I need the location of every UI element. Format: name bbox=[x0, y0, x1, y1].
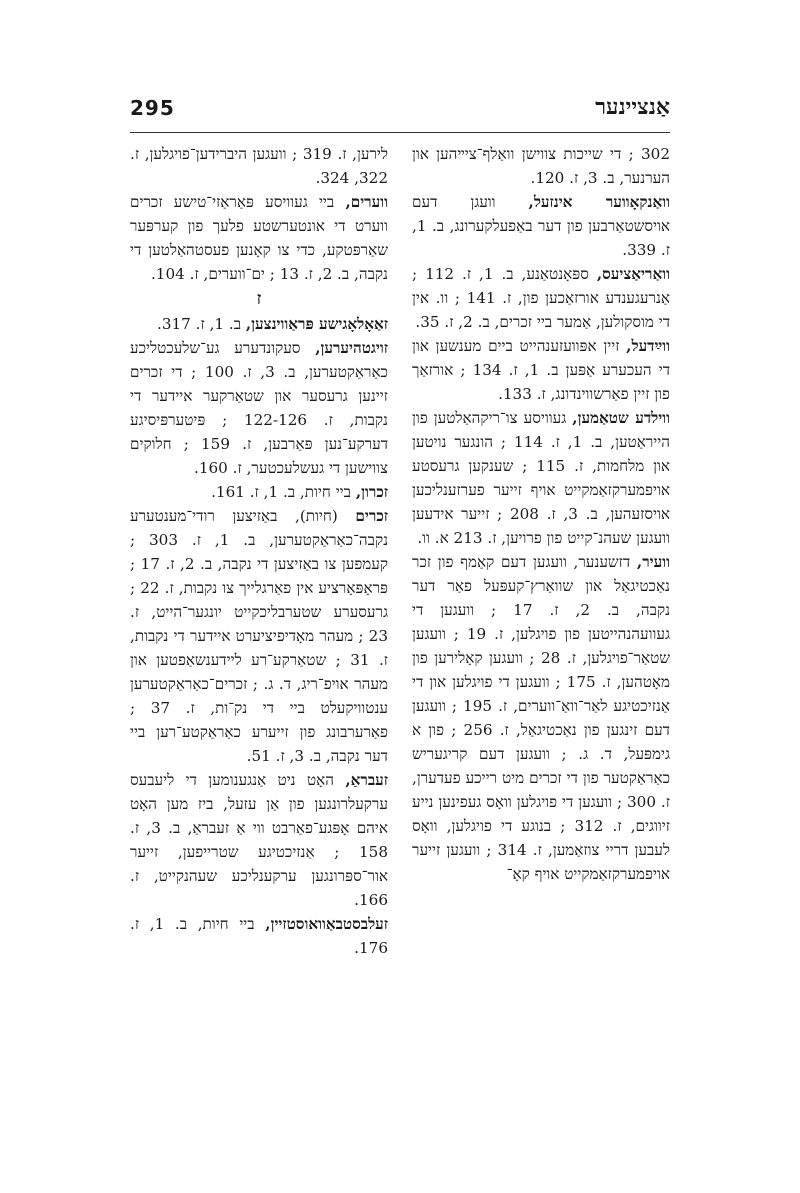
entry-text: לירען, ז. 319 ; וועגען היברידען־פויגלען, ז. 322, 324. bbox=[130, 145, 389, 187]
entry-headword: זאַאָלאָגישע פּראַווינצען, bbox=[245, 315, 388, 333]
entry-text: 302 ; די שייכות צווישן וואַלף־ציײהען און הערנער, ב. 3, ז. 120. bbox=[412, 145, 670, 187]
entry-headword: זכרון, bbox=[355, 483, 388, 501]
entry-headword: זעלבסטבאַוואוסטזיין, bbox=[265, 915, 388, 933]
entry-text: האָט ניט אַנגענומען די ליעבעס ערקעלרונגען פון אַן עזעל, ביז מען האָט איהם אָפּגע־פאַרבט ווי אַ זעבראַ, ב. 3, ז. 158 ; אַנזיכטיגע שטרייפען, זייער אור־ספּרונגען ערקענליכע שעהנקייט, ז. 166. bbox=[130, 771, 389, 909]
index-entry bbox=[130, 480, 388, 504]
entry-headword: ווערים, bbox=[345, 193, 389, 211]
entry-headword: ווילדע שטאַמען, bbox=[572, 409, 670, 427]
index-entry bbox=[412, 334, 670, 406]
index-entry bbox=[412, 262, 670, 334]
entry-text: דזשענער, וועגען דעם קאַמף פון זכר נאַכטיגאַל און שוואַרץ־קעפּעל פאַר דער נקבה, ב. 2, ז. 17 ; וועגען די געוועהנהייטען פון פויגלען, ז. 19 ; וועגען שטאַר־פויגלען, ז. 28 ; וועגען קאָלירען פון מאָטהען, ז. 175 ; וועגען די פויגלען און די אַנזיכטיגע לאַר־וואַ־ווערים, ז. 195 ; וועגען דעם זינגען פון נאַכטיגאַל, ז. 256 ; פון א גימפּעל, ד. ג. ; וועגען דעם קריגעריש כאַראַקטער פון די זכרים מיט רייכע פעדערן, ז. 300 ; וועגען די פויגלען וואָס געפינען נייע זיווגים, ז. 312 ; בנוגע די פויגלען, וואָס לעבען דריי צוזאַמען, ז. 314 ; וועגען זייער אויפמערקזאַמקייט אויף קאָ־ bbox=[412, 553, 671, 883]
entry-text: (חיות), באַזיצען רודי־מענטערע נקבה־כאַראַקטערען, ב. 1, ז. 303 ; קעמפען צו באַזיצען די נקבה, ב. 2, ז. 17 ; פּראָפּאָרציע אין פאַרגלייך צו נקבות, ז. 22 ; גרעסערע שטערבליכקייט יונגער־הייט, ז. 23 ; מעהר מאָדיפיציערט איידער די נקבות, ז. 31 ; שטאַרקע־רע ליידענשאַפטען און מעהר אויפ־ריג, ד. ג. ; זכרים־כאַראַקטערען ענטוויקעלט ביי די נק־ות, ז. 37 ; פאַרערבונג פון זייערע כאַראַקטע־רען ביי דער נקבה, ב. 3, ז. 51. bbox=[130, 507, 389, 765]
entry-text: ביי חיות, ב. 1, ז. 176. bbox=[130, 915, 388, 957]
index-entry bbox=[130, 336, 388, 480]
right-column bbox=[412, 142, 670, 886]
index-entry bbox=[130, 912, 388, 960]
page-number: 295 bbox=[130, 96, 175, 120]
section-letter: ז bbox=[256, 289, 262, 309]
entry-headword: זכרים bbox=[355, 507, 388, 525]
running-head: אַנציינער bbox=[595, 94, 670, 120]
entry-text: ביי חיות, ב. 1, ז. 161. bbox=[211, 483, 351, 501]
index-entry bbox=[130, 142, 388, 190]
entry-text: ספּאָנטאַנע, ב. 1, ז. 112 ; אַנרעגענדע אורזאַכען פון, ז. 141 ; וו. אין די מוסקולען, אַמער ביי זכרים, ב. 2, ז. 35. bbox=[412, 265, 670, 331]
page-header bbox=[130, 92, 670, 133]
index-entry bbox=[412, 142, 670, 190]
entry-text: ב. 1, ז. 317. bbox=[157, 315, 242, 333]
entry-headword: וואַנקאָווער אינזעל, bbox=[528, 193, 670, 211]
entry-text: זיין אפּוועזענהייט ביים מענשען און די העכערע אַפּען ב. 1, ז. 134 ; אורזאַך פון זיין פאַרשווינדונג, ז. 133. bbox=[412, 337, 671, 403]
entry-text: געוויסע צו־ריקהאַלטען פון הייראַטען, ב. 1, ז. 114 ; הונגער נויטען און מלחמות, ז. 115 ; שענקען גרעסטע אויפמערקזאַמקייט אויף זייער פערזענליכען אויסזעהען, ב. 3, ז. 208 ; זייער אידעען וועגען שעהנ־קייט פון פרויען, ז. 213 א. וו. bbox=[412, 409, 670, 547]
entry-headword: ווײַדעל, bbox=[626, 337, 671, 355]
entry-headword: וואַריאַציעס, bbox=[596, 265, 670, 283]
entry-text: וועגן דעם אויסשטאַרבען פון דער באַפעלקערונג, ב. 1, ז. 339. bbox=[412, 193, 670, 259]
index-entry bbox=[130, 312, 388, 336]
entry-headword: זעבראַ, bbox=[345, 771, 389, 789]
entry-headword: זויגטהיערען, bbox=[315, 339, 389, 357]
index-entry bbox=[130, 768, 388, 912]
index-entry bbox=[130, 190, 388, 286]
entry-text: סעקונדערע גע־שלעכטליכע כאַראַקטערען, ב. 3, ז. 100 ; די זכרים זיינען גרעסער און שטאַרקער איידער די נקבות, ז. 122-126 ; פּיטערפּיסיגע דערקע־נען פּאַרבען, ז. 159 ; חלוקים צווישען די געשלעכטער, ז. 160. bbox=[130, 339, 388, 477]
left-column bbox=[130, 142, 388, 960]
index-entry bbox=[412, 406, 670, 550]
index-entry bbox=[412, 550, 670, 886]
entry-headword: וועיר, bbox=[636, 553, 671, 571]
index-entry bbox=[130, 504, 388, 768]
entry-text: ביי געוויסע פּאַראַזי־טישע זכרים ווערט די אונטערשטע פלעך פון קערפּער שאַרפּטקע, כדי צו קאָנען פעסטהאַלטען די נקבה, ב. 2, ז. 13 ; ים־ווערים, ז. 104. bbox=[130, 193, 388, 283]
index-entry bbox=[412, 190, 670, 262]
